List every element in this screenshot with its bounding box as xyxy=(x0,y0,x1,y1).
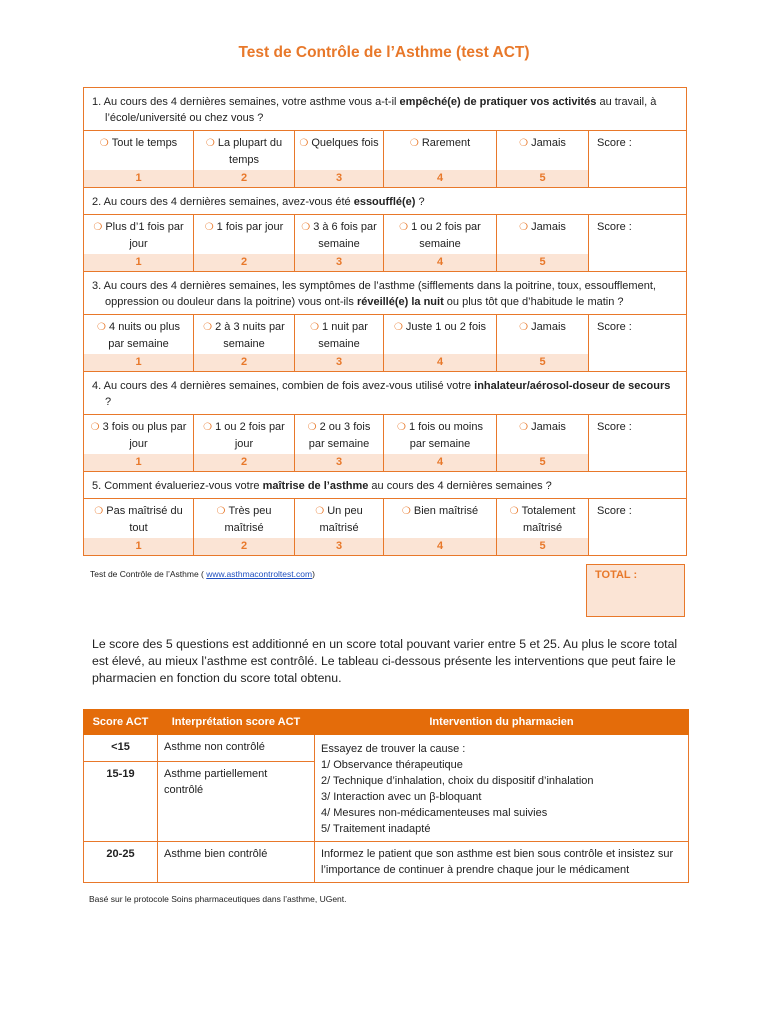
total-score-box[interactable] xyxy=(586,564,685,617)
answer-option[interactable] xyxy=(295,315,384,355)
option-points: 1 xyxy=(84,170,194,188)
question-text-post: ou plus tôt que d’habitude le matin ? xyxy=(443,296,624,308)
question-row xyxy=(84,372,687,415)
answer-option-label: Jamais xyxy=(531,321,566,333)
score-field[interactable] xyxy=(589,499,687,556)
answer-option[interactable] xyxy=(497,415,589,455)
question-text-emphasis: inhalateur/aérosol-doseur de secours xyxy=(474,380,671,392)
intervention-line: 1/ Observance thérapeutique xyxy=(321,759,463,771)
radio-circle-icon[interactable]: ❍ xyxy=(393,322,403,333)
radio-circle-icon[interactable]: ❍ xyxy=(307,422,317,433)
score-range: 20-25 xyxy=(84,842,158,883)
option-points: 4 xyxy=(384,170,497,188)
answer-option[interactable] xyxy=(295,415,384,455)
question-row xyxy=(84,272,687,315)
score-range: <15 xyxy=(84,735,158,762)
answer-option-label: 2 ou 3 fois par semaine xyxy=(308,421,371,450)
score-field[interactable] xyxy=(589,131,687,188)
interpretation-header-row xyxy=(84,710,689,735)
answer-option[interactable] xyxy=(384,315,497,355)
radio-circle-icon[interactable]: ❍ xyxy=(93,222,103,233)
answer-option[interactable] xyxy=(194,131,295,171)
answer-option[interactable] xyxy=(84,499,194,539)
options-row xyxy=(84,131,687,171)
option-points: 3 xyxy=(295,254,384,272)
option-points: 1 xyxy=(84,254,194,272)
header-score-act: Score ACT xyxy=(84,710,158,735)
act-website-link[interactable]: www.asthmacontroltest.com xyxy=(206,569,313,579)
question-label xyxy=(92,478,678,494)
interpretation-table xyxy=(83,709,689,883)
radio-circle-icon[interactable]: ❍ xyxy=(519,322,529,333)
option-points: 4 xyxy=(384,354,497,372)
answer-option-label: 3 fois ou plus par jour xyxy=(102,421,187,450)
question-text-post: ? xyxy=(415,196,425,208)
intervention-line: 3/ Interaction avec un β-bloquant xyxy=(321,791,482,803)
answer-option-label: Jamais xyxy=(531,221,566,233)
question-label xyxy=(92,278,678,310)
answer-option-label: Très peu maîtrisé xyxy=(224,505,272,534)
question-text-emphasis: essoufflé(e) xyxy=(353,196,416,208)
score-field[interactable] xyxy=(589,215,687,272)
question-label xyxy=(92,94,678,126)
option-points: 1 xyxy=(84,354,194,372)
answer-option-label: Juste 1 ou 2 fois xyxy=(405,321,487,333)
answer-option[interactable] xyxy=(384,131,497,171)
option-points: 1 xyxy=(84,454,194,472)
answer-option[interactable] xyxy=(194,499,295,539)
answer-option[interactable] xyxy=(194,215,295,255)
answer-option[interactable] xyxy=(84,215,194,255)
radio-circle-icon[interactable]: ❍ xyxy=(509,506,519,517)
radio-circle-icon[interactable]: ❍ xyxy=(216,506,226,517)
answer-option-label: Un peu maîtrisé xyxy=(319,505,363,534)
radio-circle-icon[interactable]: ❍ xyxy=(203,422,213,433)
question-text xyxy=(84,188,687,215)
option-points: 3 xyxy=(295,454,384,472)
answer-option-label: Jamais xyxy=(531,421,566,433)
answer-option-label: La plupart du temps xyxy=(217,137,283,166)
question-row xyxy=(84,88,687,131)
radio-circle-icon[interactable]: ❍ xyxy=(397,422,406,433)
radio-circle-icon[interactable]: ❍ xyxy=(399,222,409,233)
radio-circle-icon[interactable]: ❍ xyxy=(90,422,100,433)
answer-option[interactable] xyxy=(295,499,384,539)
answer-option-label: Rarement xyxy=(421,137,471,149)
question-label xyxy=(92,378,678,410)
radio-circle-icon[interactable]: ❍ xyxy=(519,222,529,233)
answer-option-label: Tout le temps xyxy=(111,137,178,149)
answer-option[interactable] xyxy=(497,215,589,255)
score-field[interactable] xyxy=(589,415,687,472)
question-text xyxy=(84,272,687,315)
option-points: 5 xyxy=(497,170,589,188)
answer-option-label: 1 fois ou moins par semaine xyxy=(408,421,483,450)
answer-option[interactable] xyxy=(295,215,384,255)
radio-circle-icon[interactable]: ❍ xyxy=(519,422,529,433)
option-points: 2 xyxy=(194,538,295,556)
answer-option-label: Jamais xyxy=(531,137,566,149)
answer-option-label: 3 à 6 fois par semaine xyxy=(313,221,377,250)
radio-circle-icon[interactable]: ❍ xyxy=(401,506,411,517)
radio-circle-icon[interactable]: ❍ xyxy=(299,138,309,149)
radio-circle-icon[interactable]: ❍ xyxy=(519,138,529,149)
option-points: 3 xyxy=(295,538,384,556)
answer-option[interactable] xyxy=(84,131,194,171)
interpretation: Asthme partiellement contrôlé xyxy=(158,762,315,842)
options-row xyxy=(84,415,687,455)
option-points: 4 xyxy=(384,454,497,472)
answer-option[interactable] xyxy=(194,415,295,455)
option-points: 2 xyxy=(194,254,295,272)
radio-circle-icon[interactable]: ❍ xyxy=(310,322,320,333)
question-text-pre: 5. Comment évalueriez-vous votre xyxy=(92,480,263,492)
radio-circle-icon[interactable]: ❍ xyxy=(97,322,107,333)
radio-circle-icon[interactable]: ❍ xyxy=(99,138,109,149)
answer-option[interactable] xyxy=(295,131,384,171)
total-label: TOTAL : xyxy=(595,569,638,581)
answer-option-label: 1 ou 2 fois par jour xyxy=(215,421,285,450)
question-text-pre: 4. Au cours des 4 dernières semaines, combien de fois avez-vous utilisé votre xyxy=(92,380,475,392)
answer-option[interactable] xyxy=(497,499,589,539)
answer-option-label: 1 nuit par semaine xyxy=(318,321,368,350)
answer-option[interactable] xyxy=(384,415,497,455)
page-title: Test de Contrôle de l’Asthme (test ACT) xyxy=(238,44,530,61)
radio-circle-icon[interactable]: ❍ xyxy=(204,222,214,233)
intervention-cell-controlled: Informez le patient que son asthme est bien sous contrôle et insistez sur l’importance de continuer à prendre chaque jour le médicament xyxy=(315,842,689,883)
question-text-emphasis: maîtrise de l’asthme xyxy=(262,480,369,492)
answer-option-label: Totalement maîtrisé xyxy=(521,505,576,534)
answer-option[interactable] xyxy=(84,415,194,455)
answer-option-label: 1 ou 2 fois par semaine xyxy=(411,221,481,250)
answer-option-label: Bien maîtrisé xyxy=(413,505,479,517)
question-row xyxy=(84,188,687,215)
question-text-post: ? xyxy=(105,396,112,408)
answer-option[interactable] xyxy=(84,315,194,355)
question-text-post: au travail, à l’école/université ou chez vous ? xyxy=(105,96,657,124)
question-text-emphasis: réveillé(e) la nuit xyxy=(356,296,444,308)
option-points: 5 xyxy=(497,538,589,556)
score-label: Score : xyxy=(597,321,632,333)
interp-row-20-25 xyxy=(84,842,689,883)
options-row xyxy=(84,215,687,255)
intervention-line: 4/ Mesures non-médicamenteuses mal suivies xyxy=(321,807,548,819)
footnote xyxy=(90,569,315,579)
option-points: 1 xyxy=(84,538,194,556)
score-range: 15-19 xyxy=(84,762,158,842)
radio-circle-icon[interactable]: ❍ xyxy=(409,138,419,149)
header-intervention: Intervention du pharmacien xyxy=(315,710,689,735)
score-label: Score : xyxy=(597,421,632,433)
question-label xyxy=(92,194,678,210)
question-text xyxy=(84,88,687,131)
intervention-line: Essayez de trouver la cause : xyxy=(321,743,466,755)
intervention-line: 5/ Traitement inadapté xyxy=(321,823,431,835)
answer-option[interactable] xyxy=(194,315,295,355)
question-text-pre: 1. Au cours des 4 dernières semaines, votre asthme vous a-t-il xyxy=(92,96,400,108)
intervention-line: 2/ Technique d’inhalation, choix du dispositif d’inhalation xyxy=(321,775,594,787)
header-interpretation: Interprétation score ACT xyxy=(158,710,315,735)
answer-option-label: 1 fois par jour xyxy=(216,221,284,233)
answer-option[interactable] xyxy=(497,315,589,355)
option-points: 3 xyxy=(295,354,384,372)
radio-circle-icon[interactable]: ❍ xyxy=(205,138,215,149)
source-note: Basé sur le protocole Soins pharmaceutiques dans l’asthme, UGent. xyxy=(89,894,347,904)
question-text xyxy=(84,372,687,415)
option-points: 3 xyxy=(295,170,384,188)
interpretation: Asthme bien contrôlé xyxy=(158,842,315,883)
option-points: 4 xyxy=(384,254,497,272)
question-text-post: au cours des 4 dernières semaines ? xyxy=(368,480,552,492)
answer-option[interactable] xyxy=(384,215,497,255)
options-row xyxy=(84,315,687,355)
score-field[interactable] xyxy=(589,315,687,372)
options-row xyxy=(84,499,687,539)
question-text xyxy=(84,472,687,499)
answer-option-label: Pas maîtrisé du tout xyxy=(106,505,183,534)
radio-circle-icon[interactable]: ❍ xyxy=(315,506,325,517)
option-points: 5 xyxy=(497,454,589,472)
radio-circle-icon[interactable]: ❍ xyxy=(94,506,104,517)
option-points: 4 xyxy=(384,538,497,556)
option-points: 5 xyxy=(497,254,589,272)
act-questionnaire-table xyxy=(83,87,687,556)
radio-circle-icon[interactable]: ❍ xyxy=(301,222,311,233)
option-points: 2 xyxy=(194,354,295,372)
option-points: 5 xyxy=(497,354,589,372)
answer-option-label: 4 nuits ou plus par semaine xyxy=(108,321,180,350)
question-row xyxy=(84,472,687,499)
interp-row-below-15 xyxy=(84,735,689,762)
answer-option[interactable] xyxy=(497,131,589,171)
answer-option-label: Quelques fois xyxy=(311,137,379,149)
interpretation: Asthme non contrôlé xyxy=(158,735,315,762)
answer-option-label: 2 à 3 nuits par semaine xyxy=(215,321,285,350)
explanation-paragraph: Le score des 5 questions est additionné en un score total pouvant varier entre 5 et 25. Au plus le score total est élevé, au mieux l’asthme est contrôlé. Le tableau ci-dessous présente les interventions que peut faire le pharmacien en fonction du score total obtenu. xyxy=(92,637,678,685)
intervention-cell-uncontrolled xyxy=(315,735,689,842)
option-points: 2 xyxy=(194,170,295,188)
question-text-emphasis: empêché(e) de pratiquer vos activités xyxy=(399,96,597,108)
radio-circle-icon[interactable]: ❍ xyxy=(203,322,213,333)
score-label: Score : xyxy=(597,137,632,149)
question-text-pre: 2. Au cours des 4 dernières semaines, avez-vous été xyxy=(92,196,354,208)
score-label: Score : xyxy=(597,221,632,233)
footnote-text: Test de Contrôle de l’Asthme ( xyxy=(90,569,207,579)
answer-option[interactable] xyxy=(384,499,497,539)
footnote-close: ) xyxy=(312,569,315,579)
question-text-pre: 3. Au cours des 4 dernières semaines, les symptômes de l’asthme (sifflements dans la poitrine, toux, essoufflement, oppression ou douleur dans la poitrine) vous ont-ils xyxy=(92,280,656,308)
option-points: 2 xyxy=(194,454,295,472)
answer-option-label: Plus d’1 fois par jour xyxy=(105,221,184,250)
score-label: Score : xyxy=(597,505,632,517)
